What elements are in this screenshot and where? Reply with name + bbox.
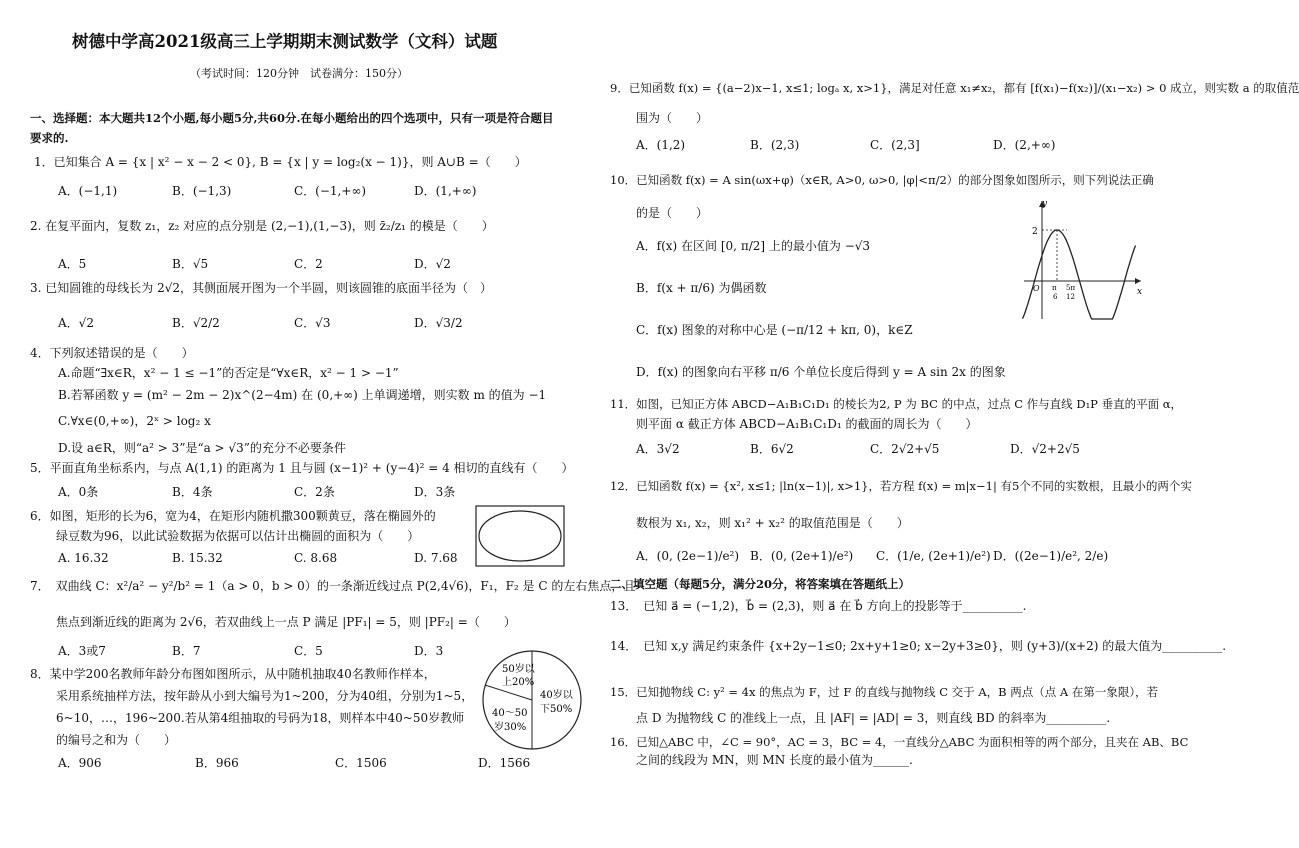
pie-label-under40: 40岁以 bbox=[540, 690, 573, 701]
graph-y-2: 2 bbox=[1032, 227, 1038, 237]
sine-curve bbox=[1023, 230, 1136, 319]
q11-option-d[interactable]: D．√2+2√5 bbox=[1010, 442, 1080, 456]
q8-option-c[interactable]: C．1506 bbox=[335, 756, 387, 770]
q7-option-d[interactable]: D．3 bbox=[414, 644, 444, 658]
q8-pie-chart bbox=[480, 648, 584, 752]
q4-option-a[interactable]: A.命题“∃x∈R，x² − 1 ≤ −1”的否定是“∀x∈R，x² − 1 > −1” bbox=[58, 366, 399, 380]
q9-option-c[interactable]: C．(2,3] bbox=[870, 138, 920, 152]
q13-stem: 13． 已知 a⃗ = (−1,2)，b⃗ = (2,3)，则 a⃗ 在 b⃗ 方向上的投影等于__________. bbox=[610, 599, 1027, 613]
q6-option-c[interactable]: C. 8.68 bbox=[294, 551, 338, 565]
q10-stem: 10．已知函数 f(x) = A sin(ωx+φ)（x∈R, A>0, ω>0, |φ|<π/2）的部分图象如图所示，则下列说法正确 bbox=[610, 173, 1154, 187]
q8-option-b[interactable]: B．966 bbox=[195, 756, 239, 770]
q8-stem-cont2: 6~10，…，196~200.若从第4组抽取的号码为18，则样本中40~50岁教师 bbox=[56, 711, 465, 725]
q8-stem: 8．某中学200名教师年龄分布图如图所示，从中随机抽取40名教师作样本， bbox=[30, 667, 436, 681]
q2-option-c[interactable]: C．2 bbox=[294, 257, 323, 271]
q9-stem-cont: 围为（ ） bbox=[636, 111, 709, 125]
q10-option-b[interactable]: B．f(x + π/6) 为偶函数 bbox=[636, 281, 767, 295]
q5-option-c[interactable]: C．2条 bbox=[294, 485, 335, 499]
q5-option-b[interactable]: B．4条 bbox=[172, 485, 213, 499]
q11-option-b[interactable]: B．6√2 bbox=[750, 442, 794, 456]
q7-option-c[interactable]: C．5 bbox=[294, 644, 323, 658]
q7-option-b[interactable]: B．7 bbox=[172, 644, 201, 658]
q9-option-b[interactable]: B．(2,3) bbox=[750, 138, 800, 152]
q6-option-d[interactable]: D. 7.68 bbox=[414, 551, 458, 565]
q9-option-d[interactable]: D．(2,+∞) bbox=[993, 138, 1056, 152]
section1-heading: 一、选择题：本大题共12个小题,每小题5分,共60分.在每小题给出的四个选项中，只有一项是符合题目 bbox=[30, 111, 554, 125]
q11-stem-cont: 则平面 α 截正方体 ABCD−A₁B₁C₁D₁ 的截面的周长为（ ） bbox=[636, 417, 978, 431]
q9-option-a[interactable]: A．(1,2) bbox=[636, 138, 686, 152]
graph-origin: O bbox=[1033, 284, 1040, 293]
q4-option-d[interactable]: D.设 a∈R，则“a² > 3”是“a > √3”的充分不必要条件 bbox=[58, 441, 346, 455]
q8-stem-cont3: 的编号之和为（ ） bbox=[56, 733, 177, 747]
q4-option-b[interactable]: B.若幂函数 y = (m² − 2m − 2)x^(2−4m) 在 (0,+∞) 上单调递增，则实数 m 的值为 −1 bbox=[58, 388, 547, 402]
pie-label-40to50: 40～50 bbox=[492, 708, 528, 719]
q2-option-a[interactable]: A．5 bbox=[58, 257, 87, 271]
page-title: 树德中学高2021级高三上学期期末测试数学（文科）试题 bbox=[72, 32, 498, 51]
q12-option-d[interactable]: D．((2e−1)/e², 2/e) bbox=[993, 549, 1109, 563]
q1-option-d[interactable]: D．(1,+∞) bbox=[414, 184, 477, 198]
q2-option-b[interactable]: B．√5 bbox=[172, 257, 209, 271]
left-column bbox=[0, 0, 636, 848]
q10-option-c[interactable]: C．f(x) 图象的对称中心是 (−π/12 + kπ, 0)，k∈Z bbox=[636, 323, 913, 337]
q15-stem: 15．已知抛物线 C: y² = 4x 的焦点为 F，过 F 的直线与抛物线 C 交于 A，B 两点（点 A 在第一象限），若 bbox=[610, 685, 1159, 699]
q14-stem: 14． 已知 x,y 满足约束条件 {x+2y−1≤0; 2x+y+1≥0; x−2y+3≥0}，则 (y+3)/(x+2) 的最大值为__________. bbox=[610, 639, 1227, 653]
q11-option-a[interactable]: A．3√2 bbox=[636, 442, 680, 456]
pie-label-over50: 50岁以 bbox=[502, 664, 535, 675]
q9-stem: 9．已知函数 f(x) = {(a−2)x−1, x≤1; logₐ x, x>1}，满足对任意 x₁≠x₂，都有 [f(x₁)−f(x₂)]/(x₁−x₂) > 0 成立，则实数 a 的取值范 bbox=[610, 81, 1299, 95]
q6-stem: 6．如图，矩形的长为6，宽为4，在矩形内随机撒300颗黄豆，落在椭圆外的 bbox=[30, 509, 436, 523]
q4-option-c[interactable]: C.∀x∈(0,+∞)，2ˣ > log₂ x bbox=[58, 414, 211, 428]
q8-option-d[interactable]: D．1566 bbox=[478, 756, 531, 770]
q2-stem: 2. 在复平面内，复数 z₁，z₂ 对应的点分别是 (2,−1),(1,−3)，则 z̄₂/z₁ 的模是（ ） bbox=[30, 219, 494, 233]
graph-tick-5pi: 5π bbox=[1066, 284, 1076, 292]
q16-stem: 16．已知△ABC 中，∠C = 90°，AC = 3，BC = 4，一直线分△ABC 为面积相等的两个部分，且夹在 AB、BC bbox=[610, 735, 1189, 749]
q12-option-a[interactable]: A．(0, (2e−1)/e²) bbox=[636, 549, 740, 563]
section2-heading: 二、填空题（每题5分，满分20分，将答案填在答题纸上） bbox=[610, 577, 911, 591]
section1-heading-cont: 要求的. bbox=[30, 131, 69, 145]
exam-info: （考试时间：120分钟 试卷满分：150分） bbox=[190, 67, 408, 80]
graph-tick-6: 6 bbox=[1053, 293, 1058, 301]
q12-stem-cont: 数根为 x₁, x₂，则 x₁² + x₂² 的取值范围是（ ） bbox=[636, 516, 909, 530]
q3-option-d[interactable]: D．√3/2 bbox=[414, 316, 463, 330]
q11-option-c[interactable]: C．2√2+√5 bbox=[870, 442, 940, 456]
right-column bbox=[600, 0, 1299, 848]
q7-option-a[interactable]: A．3或7 bbox=[58, 644, 106, 658]
q12-option-c[interactable]: C．(1/e, (2e+1)/e²) bbox=[876, 549, 991, 563]
q3-stem: 3. 已知圆锥的母线长为 2√2，其侧面展开图为一个半圆，则该圆锥的底面半径为（ ） bbox=[30, 281, 492, 295]
q8-option-a[interactable]: A．906 bbox=[58, 756, 102, 770]
q10-option-d[interactable]: D．f(x) 的图象向右平移 π/6 个单位长度后得到 y = A sin 2x 的图象 bbox=[636, 365, 1006, 379]
q15-stem-cont: 点 D 为抛物线 C 的准线上一点，且 |AF| = |AD| = 3，则直线 BD 的斜率为__________. bbox=[636, 711, 1111, 725]
q6-stem-cont: 绿豆数为96，以此试验数据为依据可以估计出椭圆的面积为（ ） bbox=[56, 529, 420, 543]
q10-stem-cont: 的是（ ） bbox=[636, 206, 709, 220]
q6-option-a[interactable]: A. 16.32 bbox=[58, 551, 109, 565]
graph-tick-pi: π bbox=[1052, 284, 1057, 292]
q1-option-a[interactable]: A．(−1,1) bbox=[58, 184, 118, 198]
q1-stem: 1．已知集合 A = {x | x² − x − 2 < 0}, B = {x | y = log₂(x − 1)}，则 A∪B =（ ） bbox=[34, 155, 527, 169]
q1-option-b[interactable]: B．(−1,3) bbox=[172, 184, 232, 198]
q4-stem: 4．下列叙述错误的是（ ） bbox=[30, 346, 194, 360]
q5-stem: 5．平面直角坐标系内，与点 A(1,1) 的距离为 1 且与圆 (x−1)² + (y−4)² = 4 相切的直线有（ ） bbox=[30, 461, 574, 475]
q3-option-c[interactable]: C．√3 bbox=[294, 316, 331, 330]
q6-rectangle-ellipse-figure bbox=[475, 505, 565, 567]
q3-option-a[interactable]: A．√2 bbox=[58, 316, 94, 330]
q16-stem-cont: 之间的线段为 MN，则 MN 长度的最小值为______. bbox=[636, 753, 913, 767]
q6-option-b[interactable]: B. 15.32 bbox=[172, 551, 223, 565]
q8-stem-cont1: 采用系统抽样方法，按年龄从小到大编号为1~200，分为40组，分别为1~5， bbox=[56, 689, 474, 703]
q7-stem-cont: 焦点到渐近线的距离为 2√6，若双曲线上一点 P 满足 |PF₁| = 5，则 |PF₂| =（ ） bbox=[56, 615, 516, 629]
q2-option-d[interactable]: D．√2 bbox=[414, 257, 451, 271]
pie-label-40to50-pct: 岁30% bbox=[494, 722, 527, 733]
q12-option-b[interactable]: B．(0, (2e+1)/e²) bbox=[750, 549, 854, 563]
pie-label-over50-pct: 上20% bbox=[502, 677, 535, 688]
q5-option-d[interactable]: D．3条 bbox=[414, 485, 456, 499]
q3-option-b[interactable]: B．√2/2 bbox=[172, 316, 220, 330]
q1-option-c[interactable]: C．(−1,+∞) bbox=[294, 184, 367, 198]
q10-sine-graph bbox=[1020, 195, 1145, 323]
q5-option-a[interactable]: A．0条 bbox=[58, 485, 99, 499]
q12-stem: 12．已知函数 f(x) = {x², x≤1; |ln(x−1)|, x>1}，若方程 f(x) = m|x−1| 有5个不同的实数根，且最小的两个实 bbox=[610, 479, 1192, 493]
graph-tick-12: 12 bbox=[1066, 293, 1075, 301]
q11-stem: 11．如图，已知正方体 ABCD−A₁B₁C₁D₁ 的棱长为2, P 为 BC 的中点，过点 C 作与直线 D₁P 垂直的平面 α， bbox=[610, 397, 1182, 411]
pie-label-under40-pct: 下50% bbox=[540, 704, 573, 715]
graph-y-label: y bbox=[1042, 199, 1048, 209]
q7-stem: 7． 双曲线 C：x²/a² − y²/b² = 1（a > 0，b > 0）的一条渐近线过点 P(2,4√6)，F₁，F₂ 是 C 的左右焦点，且 bbox=[30, 579, 636, 593]
q10-option-a[interactable]: A．f(x) 在区间 [0, π/2] 上的最小值为 −√3 bbox=[636, 239, 871, 253]
graph-x-label: x bbox=[1137, 287, 1143, 297]
